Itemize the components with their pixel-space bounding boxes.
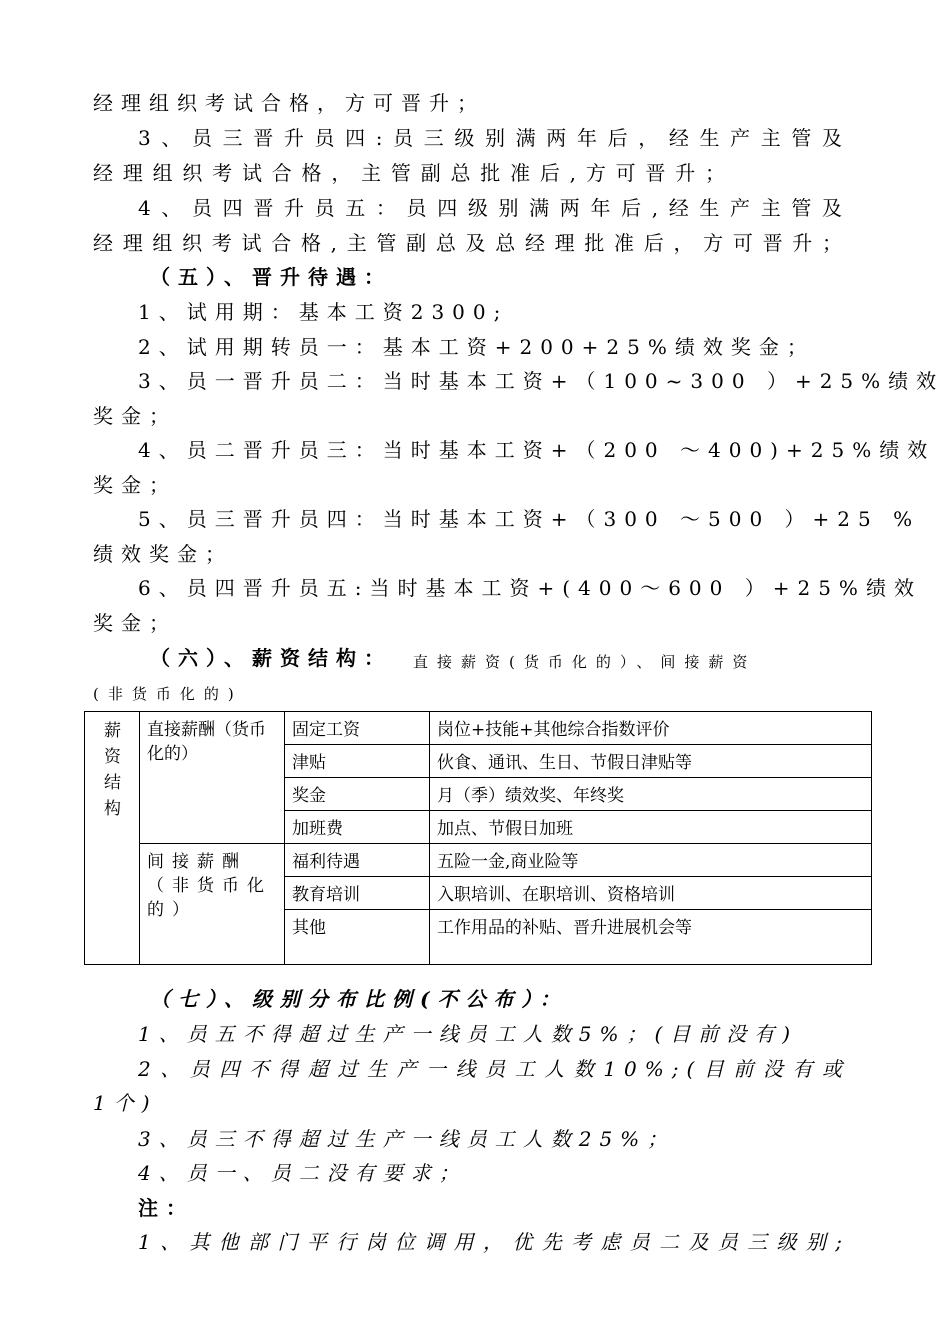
text-line: 2、试用期转员一：基本工资+200+25%绩效奖金；	[138, 335, 815, 359]
table-cell: 工作用品的补贴、晋升进展机会等	[430, 910, 872, 965]
table-cell: 五险一金,商业险等	[430, 844, 872, 877]
table-cell: 津贴	[285, 745, 430, 778]
text-line: 4、员一、员二没有要求；	[138, 1161, 467, 1185]
text-line: 1个)	[93, 1091, 158, 1115]
group-indirect: 间接薪酬（非货币化的）	[140, 844, 285, 965]
table-cell: 福利待遇	[285, 844, 430, 877]
table-cell: 奖金	[285, 778, 430, 811]
text-line: 1、其他部门平行岗位调用，优先考虑员二及员三级别;	[138, 1230, 850, 1254]
table-cell: 伙食、通讯、生日、节假日津贴等	[430, 745, 872, 778]
text-line: 奖金；	[93, 404, 177, 428]
text-line: 3、员三不得超过生产一线员工人数25%；	[138, 1127, 676, 1151]
text-line: 奖金；	[93, 473, 177, 497]
section-heading-6: （六）、薪资结构：	[150, 646, 392, 670]
section-heading-7: （七）、级别分布比例(不公布）：	[150, 987, 568, 1011]
table-cell: 教育培训	[285, 877, 430, 910]
text-line: 奖金；	[93, 611, 177, 635]
text-line: (非货币化的)	[93, 685, 243, 703]
text-line: 经理组织考试合格，主管副总批准后,方可晋升；	[93, 161, 733, 185]
table-cell: 月（季）绩效奖、年终奖	[430, 778, 872, 811]
text-line: 4、员四晋升员五：员四级别满两年后,经生产主管及	[138, 196, 850, 220]
table-cell: 加点、节假日加班	[430, 811, 872, 844]
table-cell: 入职培训、在职培训、资格培训	[430, 877, 872, 910]
table-vertical-header: 薪 资 结 构	[85, 712, 140, 965]
text-line: 直接薪资(货币化的）、间接薪资	[413, 653, 757, 671]
table-cell: 岗位+技能+其他综合指数评价	[430, 712, 872, 745]
text-line: 3、员一晋升员二：当时基本工资+（100~300 ）+25%绩效	[138, 369, 945, 393]
text-line: 5、员三晋升员四：当时基本工资+（300 ～500 ）+25 %	[138, 507, 921, 531]
text-line: 经理组织考试合格,主管副总及总经理批准后，方可晋升；	[93, 231, 850, 255]
note-heading: 注：	[138, 1196, 194, 1220]
text-line: 2、员四不得超过生产一线员工人数10%;(目前没有或	[138, 1057, 850, 1081]
text-line: 经理组织考试合格，方可晋升；	[93, 91, 485, 115]
text-line: 3、员三晋升员四:员三级别满两年后，经生产主管及	[138, 126, 850, 150]
group-direct: 直接薪酬（货币化的）	[140, 712, 285, 844]
text-line: 1、试用期：基本工资2300;	[138, 300, 509, 324]
text-line: 1、员五不得超过生产一线员工人数5%；(目前没有)	[138, 1022, 799, 1046]
table-cell: 固定工资	[285, 712, 430, 745]
table-cell: 加班费	[285, 811, 430, 844]
text-line: 6、员四晋升员五:当时基本工资+(400～600 ）+25%绩效	[138, 576, 922, 600]
text-line: 绩效奖金；	[93, 542, 233, 566]
section-heading-5: （五）、晋升待遇：	[150, 265, 392, 289]
text-line: 4、员二晋升员三：当时基本工资+（200 ～400)+25%绩效	[138, 438, 936, 462]
table-cell: 其他	[285, 910, 430, 965]
salary-structure-table	[84, 711, 872, 965]
